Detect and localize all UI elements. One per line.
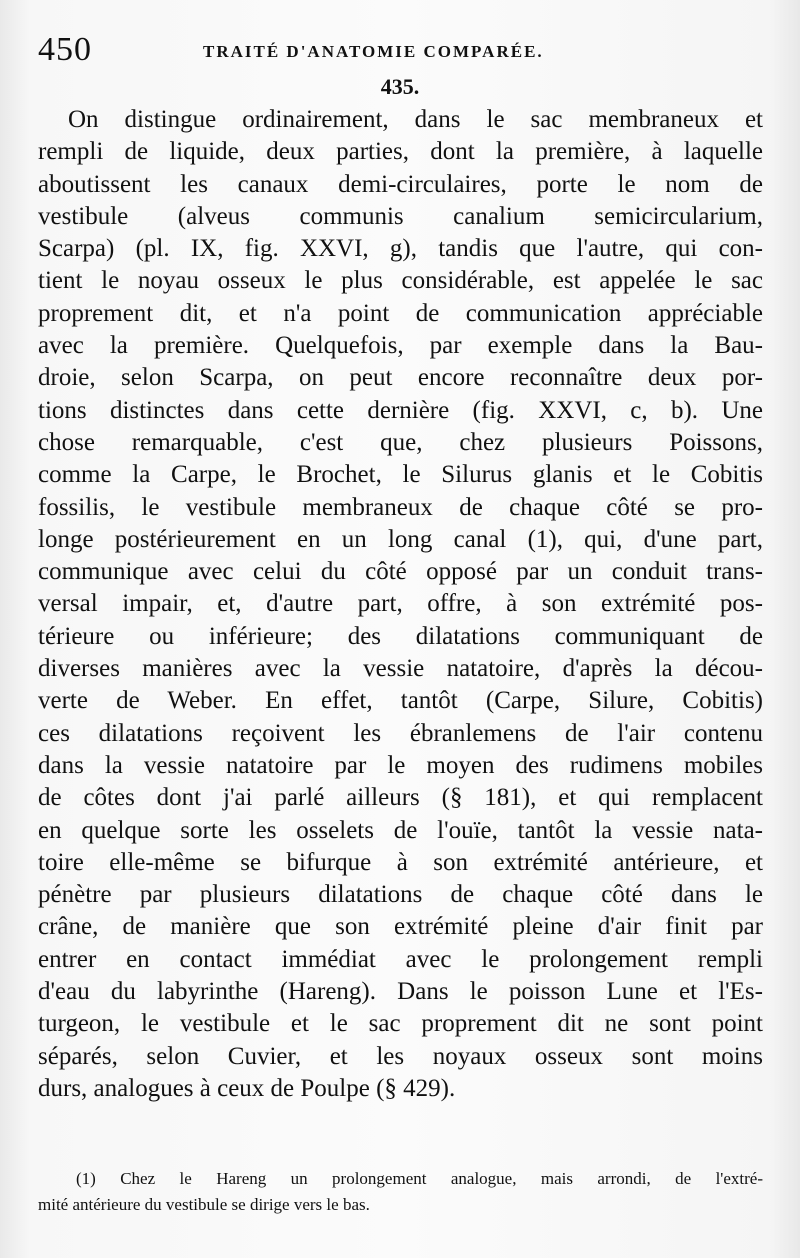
text-line: fossilis, le vestibule membraneux de chaque côté se pro- [38, 493, 763, 521]
text-line: tions distinctes dans cette dernière (fig. XXVI, c, b). Une [38, 396, 763, 424]
text-line: vestibule (alveus communis canalium semicircularium, [38, 202, 763, 230]
running-title: TRAITÉ D'ANATOMIE COMPARÉE. [203, 42, 544, 61]
page-number: 450 [38, 31, 92, 68]
text-line: proprement dit, et n'a point de communication appréciable [38, 299, 763, 327]
text-line: durs, analogues à ceux de Poulpe (§ 429). [38, 1074, 456, 1102]
text-line: On distingue ordinairement, dans le sac membraneux et [68, 106, 763, 133]
text-line: droie, selon Scarpa, on peut encore reconnaître deux por- [38, 364, 763, 392]
text-line: séparés, selon Cuvier, et les noyaux osseux sont moins [38, 1042, 763, 1070]
text-line: Scarpa) (pl. IX, fig. XXVI, g), tandis que l'autre, qui con- [38, 235, 763, 263]
section-number: 435. [380, 74, 420, 99]
footnote-line: mité antérieure du vestibule se dirige vers le bas. [38, 1195, 370, 1214]
text-line: térieure ou inférieure; des dilatations communiquant de [38, 622, 763, 650]
text-line: aboutissent les canaux demi-circulaires, porte le nom de [38, 170, 763, 198]
text-line: longe postérieurement en un long canal (1), qui, d'une part, [38, 525, 763, 553]
text-line: verte de Weber. En effet, tantôt (Carpe, Silure, Cobitis) [38, 687, 763, 715]
text-line: rempli de liquide, deux parties, dont la première, à laquelle [38, 138, 763, 166]
text-line: toire elle-même se bifurque à son extrémité antérieure, et [38, 848, 763, 876]
text-line: avec la première. Quelquefois, par exemple dans la Bau- [38, 332, 763, 360]
text-line: turgeon, le vestibule et le sac proprement dit ne sont point [38, 1010, 763, 1038]
text-line: crâne, de manière que son extrémité pleine d'air finit par [38, 913, 763, 941]
text-line: communique avec celui du côté opposé par un conduit trans- [38, 558, 763, 586]
text-line: comme la Carpe, le Brochet, le Silurus glanis et le Cobitis [38, 461, 763, 489]
text-line: d'eau du labyrinthe (Hareng). Dans le poisson Lune et l'Es- [38, 978, 763, 1006]
page-header [38, 30, 758, 70]
text-line: en quelque sorte les osselets de l'ouïe, tantôt la vessie nata- [38, 816, 763, 844]
text-line: versal impair, et, d'autre part, offre, à son extrémité pos- [38, 590, 763, 618]
text-line: de côtes dont j'ai parlé ailleurs (§ 181), et qui remplacent [38, 784, 763, 812]
body-paragraph [38, 104, 763, 1105]
text-line: chose remarquable, c'est que, chez plusieurs Poissons, [38, 428, 763, 456]
text-line: diverses manières avec la vessie natatoire, d'après la décou- [38, 655, 763, 683]
text-line: pénètre par plusieurs dilatations de chaque côté dans le [38, 881, 763, 909]
text-line: entrer en contact immédiat avec le prolongement rempli [38, 945, 763, 973]
footnote [38, 1166, 763, 1218]
text-line: tient le noyau osseux le plus considérable, est appelée le sac [38, 267, 763, 295]
footnote-line: (1) Chez le Hareng un prolongement analogue, mais arrondi, de l'extré- [76, 1169, 763, 1188]
text-line: ces dilatations reçoivent les ébranlemens de l'air contenu [38, 719, 763, 747]
text-line: dans la vessie natatoire par le moyen des rudimens mobiles [38, 751, 763, 779]
